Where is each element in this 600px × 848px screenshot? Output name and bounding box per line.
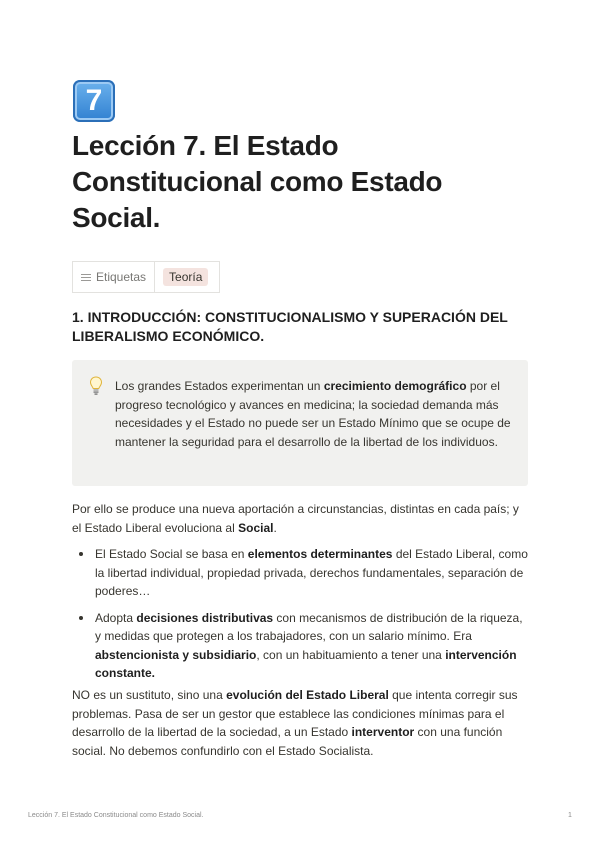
section-heading: 1. INTRODUCCIÓN: CONSTITUCIONALISMO Y SUPERACIÓN DEL LIBERALISMO ECONÓMICO. [72, 309, 508, 344]
property-label: Etiquetas [96, 270, 147, 284]
properties-bar [72, 261, 220, 293]
page-emoji-icon: 7 [73, 80, 115, 122]
footer-title: Lección 7. El Estado Constitucional como Estado Social. [28, 812, 204, 819]
page-number: 1 [568, 812, 572, 819]
paragraph-intro: Por ello se produce una nueva aportación a circunstancias, distintas en cada país; y el Estado Liberal evoluciona al Social. [72, 502, 519, 535]
callout-text: Los grandes Estados experimentan un crecimiento demográfico por el progreso tecnológico y avances en medicina; la sociedad demanda más necesidades y el Estado no puede ser un Estado Mínimo que se ocupe de mantener la seguridad para el desarrollo de la libertad de los individuos. [115, 379, 511, 449]
bullet-list [72, 545, 528, 691]
callout-box [72, 360, 528, 486]
list-item: Adopta decisiones distributivas con mecanismos de distribución de la riqueza, y medidas que protegen a los trabajadores, con un salario mínimo. Era abstencionista y subsidiario, con un habituamiento a tener una intervención constante. [72, 609, 528, 683]
paragraph-conclusion: NO es un sustituto, sino una evolución del Estado Liberal que intenta corregir sus problemas. Pasa de ser un gestor que establece las condiciones mínimas para el desarrollo de la libertad de la sociedad, a un Estado interventor con una función social. No debemos confundirlo con el Estado Socialista. [72, 688, 518, 758]
property-divider [154, 262, 155, 292]
list-icon [81, 274, 91, 281]
page-title: Lección 7. El Estado Constitucional como Estado Social. [72, 130, 443, 233]
lightbulb-icon [89, 376, 103, 396]
tag-badge[interactable]: Teoría [163, 268, 208, 286]
list-item: El Estado Social se basa en elementos determinantes del Estado Liberal, como la libertad individual, propiedad privada, derechos fundamentales, separación de poderes… [72, 545, 528, 601]
